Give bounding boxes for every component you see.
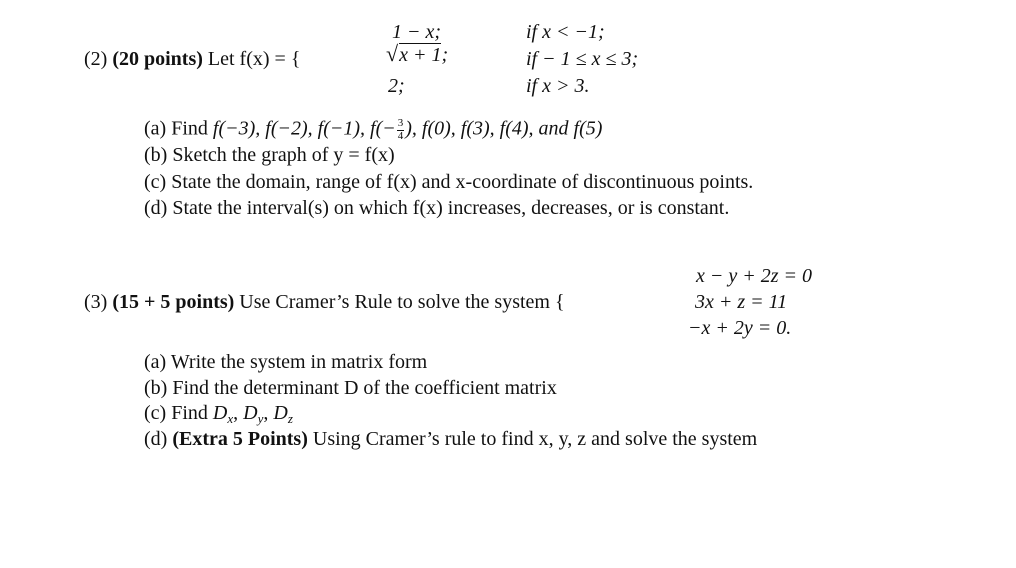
part-3c: [144, 403, 293, 425]
part-3d-text: Using Cramer’s rule to find x, y, z and solve the system: [312, 428, 758, 450]
case-1-condition: if x < −1;: [526, 21, 605, 43]
part-2c: (c) State the domain, range of f(x) and x-coordinate of discontinuous points.: [144, 171, 754, 193]
problem-2-lead: Let f(x) = {: [207, 48, 301, 70]
part-2a: [144, 118, 602, 142]
case-1-expr: 1 − x;: [392, 21, 442, 43]
separator: ,: [233, 402, 239, 424]
problem-3-lead: Use Cramer’s Rule to solve the system {: [239, 291, 565, 313]
fraction-denominator: 4: [397, 129, 404, 142]
determinant-dy: D: [243, 402, 258, 424]
case-3-expr: 2;: [388, 75, 405, 97]
sqrt-symbol: √: [386, 41, 399, 66]
fraction-numerator: 3: [397, 117, 404, 129]
problem-3-number: (3): [84, 291, 108, 313]
part-3c-prefix: (c) Find: [144, 402, 208, 424]
subscript-x: x: [227, 411, 234, 426]
sqrt-radicand: x + 1: [399, 44, 442, 66]
determinant-dz: D: [273, 402, 288, 424]
problem-2-number: (2): [84, 48, 108, 70]
case-2-condition: if − 1 ≤ x ≤ 3;: [526, 48, 639, 70]
fraction-three-quarters: [397, 118, 405, 142]
problem-2-heading: [84, 49, 300, 69]
part-2d: (d) State the interval(s) on which f(x) increases, decreases, or is constant.: [144, 197, 730, 219]
equation-1: x − y + 2z = 0: [696, 265, 813, 287]
problem-3-heading: [84, 292, 565, 312]
equation-3: −x + 2y = 0.: [688, 317, 792, 339]
separator: ,: [263, 402, 269, 424]
case-2-expr: [386, 43, 448, 65]
subscript-y: y: [257, 411, 264, 426]
sqrt-expression: [386, 43, 441, 65]
part-2b: (b) Sketch the graph of y = f(x): [144, 144, 395, 166]
determinant-dx: D: [212, 402, 228, 424]
problem-3-points: (15 + 5 points): [112, 291, 235, 313]
case-2-suffix: ;: [441, 44, 449, 66]
subscript-z: z: [287, 411, 293, 426]
case-3-condition: if x > 3.: [526, 75, 590, 97]
part-2a-values-post: ), f(0), f(3), f(4), and f(5): [405, 117, 603, 140]
equation-2: 3x + z = 11: [695, 291, 788, 313]
part-3b: (b) Find the determinant D of the coefficient matrix: [144, 377, 557, 399]
part-2a-find: Find: [171, 117, 208, 140]
part-2a-label: (a): [144, 117, 167, 140]
part-3d: [144, 429, 757, 449]
problem-2-points: (20 points): [112, 48, 203, 70]
part-3a: (a) Write the system in matrix form: [144, 351, 428, 373]
part-2a-values-pre: f(−3), f(−2), f(−1), f(−: [212, 117, 396, 140]
part-3d-label: (d): [144, 428, 168, 450]
part-3d-extra-points: (Extra 5 Points): [172, 428, 308, 450]
